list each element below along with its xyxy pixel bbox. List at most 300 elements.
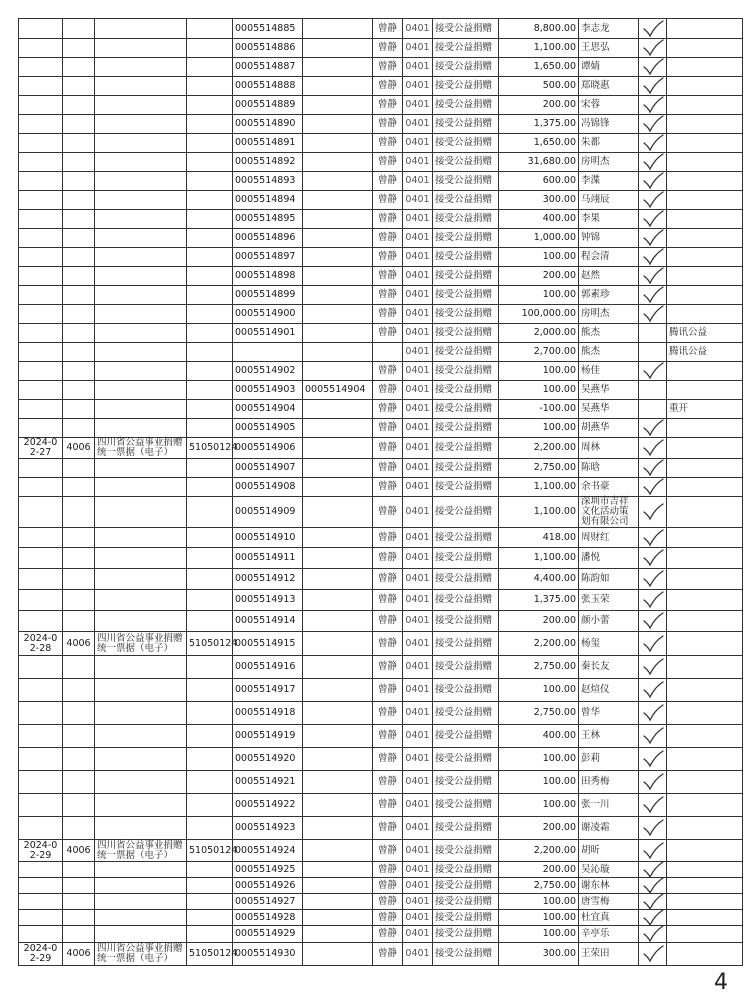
verification-check-cell — [639, 229, 667, 248]
verification-check-cell — [639, 894, 667, 910]
issue-date-cell — [19, 248, 63, 267]
verification-check-cell — [639, 115, 667, 134]
related-receipt-number-cell — [303, 400, 373, 419]
table-row — [19, 679, 743, 702]
remark-cell — [667, 172, 743, 191]
receipt-type-cell — [95, 39, 187, 58]
receipt-type-cell — [95, 679, 187, 702]
batch-code-cell — [187, 153, 233, 172]
batch-code-cell — [187, 569, 233, 590]
remark-cell — [667, 210, 743, 229]
table-row — [19, 794, 743, 817]
receipt-type-cell — [95, 96, 187, 115]
item-cell: 接受公益捐赠 — [433, 862, 499, 878]
verification-check-cell — [639, 58, 667, 77]
remark-cell — [667, 702, 743, 725]
receipt-number-cell: 0005514903 — [233, 381, 303, 400]
handwritten-check-icon — [641, 77, 665, 95]
ticket-code-cell — [63, 229, 95, 248]
donor-name-cell: 熊杰 — [579, 324, 639, 343]
batch-code-cell — [187, 794, 233, 817]
department-code-cell: 0401 — [403, 656, 433, 679]
verification-check-cell — [639, 343, 667, 362]
related-receipt-number-cell — [303, 771, 373, 794]
receipt-type-cell — [95, 134, 187, 153]
table-row — [19, 656, 743, 679]
department-code-cell: 0401 — [403, 381, 433, 400]
department-code-cell: 0401 — [403, 910, 433, 926]
amount-cell: 200.00 — [499, 267, 579, 286]
issue-date-cell — [19, 862, 63, 878]
donor-name-cell: 辛亭乐 — [579, 926, 639, 943]
item-cell: 接受公益捐赠 — [433, 656, 499, 679]
handler-cell: 曾静 — [373, 267, 403, 286]
related-receipt-number-cell — [303, 459, 373, 478]
item-cell: 接受公益捐赠 — [433, 419, 499, 438]
verification-check-cell — [639, 400, 667, 419]
department-code-cell: 0401 — [403, 153, 433, 172]
issue-date-cell — [19, 115, 63, 134]
ticket-code-cell — [63, 324, 95, 343]
ticket-code-cell — [63, 19, 95, 39]
table-row — [19, 840, 743, 862]
item-cell: 接受公益捐赠 — [433, 381, 499, 400]
donor-name-cell: 张一川 — [579, 794, 639, 817]
issue-date-cell: 2024-02-29 — [19, 943, 63, 966]
item-cell: 接受公益捐赠 — [433, 702, 499, 725]
handwritten-check-icon — [641, 305, 665, 323]
related-receipt-number-cell: 0005514904 — [303, 381, 373, 400]
donor-name-cell: 谢东林 — [579, 878, 639, 894]
ticket-code-cell — [63, 39, 95, 58]
related-receipt-number-cell — [303, 926, 373, 943]
ticket-code-cell — [63, 115, 95, 134]
ticket-code-cell — [63, 419, 95, 438]
remark-cell — [667, 725, 743, 748]
handler-cell: 曾静 — [373, 894, 403, 910]
table-row — [19, 943, 743, 966]
donor-name-cell: 宋蓉 — [579, 96, 639, 115]
amount-cell: 100.00 — [499, 248, 579, 267]
remark-cell — [667, 840, 743, 862]
receipt-type-cell — [95, 528, 187, 548]
amount-cell: 2,750.00 — [499, 459, 579, 478]
receipt-type-cell — [95, 115, 187, 134]
item-cell: 接受公益捐赠 — [433, 679, 499, 702]
handler-cell: 曾静 — [373, 58, 403, 77]
ticket-code-cell: 4006 — [63, 943, 95, 966]
donor-name-cell: 杨玺 — [579, 632, 639, 656]
verification-check-cell — [639, 267, 667, 286]
donor-name-cell: 钟锦 — [579, 229, 639, 248]
related-receipt-number-cell — [303, 943, 373, 966]
department-code-cell: 0401 — [403, 632, 433, 656]
handwritten-check-icon — [641, 570, 665, 588]
handler-cell: 曾静 — [373, 39, 403, 58]
amount-cell: 4,400.00 — [499, 569, 579, 590]
batch-code-cell — [187, 324, 233, 343]
table-row — [19, 894, 743, 910]
department-code-cell: 0401 — [403, 478, 433, 497]
department-code-cell: 0401 — [403, 419, 433, 438]
issue-date-cell — [19, 96, 63, 115]
remark-cell — [667, 497, 743, 528]
issue-date-cell — [19, 39, 63, 58]
donor-name-cell: 田秀梅 — [579, 771, 639, 794]
amount-cell: 200.00 — [499, 96, 579, 115]
item-cell: 接受公益捐赠 — [433, 438, 499, 459]
handwritten-check-icon — [641, 191, 665, 209]
issue-date-cell — [19, 362, 63, 381]
related-receipt-number-cell — [303, 438, 373, 459]
receipt-type-cell — [95, 153, 187, 172]
department-code-cell: 0401 — [403, 748, 433, 771]
batch-code-cell — [187, 656, 233, 679]
issue-date-cell — [19, 191, 63, 210]
item-cell: 接受公益捐赠 — [433, 910, 499, 926]
receipt-number-cell: 0005514894 — [233, 191, 303, 210]
ticket-code-cell — [63, 569, 95, 590]
handler-cell: 曾静 — [373, 548, 403, 569]
amount-cell: 2,750.00 — [499, 878, 579, 894]
remark-cell — [667, 794, 743, 817]
batch-code-cell — [187, 96, 233, 115]
handler-cell: 曾静 — [373, 96, 403, 115]
donor-name-cell: 郑晓惠 — [579, 77, 639, 96]
verification-check-cell — [639, 725, 667, 748]
related-receipt-number-cell — [303, 910, 373, 926]
verification-check-cell — [639, 926, 667, 943]
handler-cell: 曾静 — [373, 840, 403, 862]
issue-date-cell — [19, 19, 63, 39]
handwritten-check-icon — [641, 503, 665, 521]
receipt-number-cell: 0005514925 — [233, 862, 303, 878]
table-row — [19, 39, 743, 58]
verification-check-cell — [639, 679, 667, 702]
remark-cell — [667, 817, 743, 840]
amount-cell: 2,750.00 — [499, 656, 579, 679]
remark-cell — [667, 611, 743, 632]
handler-cell: 曾静 — [373, 748, 403, 771]
amount-cell: 1,375.00 — [499, 590, 579, 611]
receipt-type-cell — [95, 459, 187, 478]
issue-date-cell — [19, 702, 63, 725]
receipt-number-cell: 0005514916 — [233, 656, 303, 679]
related-receipt-number-cell — [303, 343, 373, 362]
issue-date-cell — [19, 878, 63, 894]
issue-date-cell — [19, 267, 63, 286]
receipt-type-cell — [95, 419, 187, 438]
batch-code-cell — [187, 134, 233, 153]
remark-cell — [667, 771, 743, 794]
batch-code-cell — [187, 286, 233, 305]
receipt-number-cell: 0005514904 — [233, 400, 303, 419]
receipt-number-cell: 0005514890 — [233, 115, 303, 134]
verification-check-cell — [639, 153, 667, 172]
item-cell: 接受公益捐赠 — [433, 134, 499, 153]
ticket-code-cell — [63, 548, 95, 569]
amount-cell: 100.00 — [499, 894, 579, 910]
receipt-type-cell — [95, 548, 187, 569]
ticket-code-cell — [63, 528, 95, 548]
handwritten-check-icon — [641, 612, 665, 630]
batch-code-cell — [187, 497, 233, 528]
department-code-cell: 0401 — [403, 305, 433, 324]
issue-date-cell — [19, 172, 63, 191]
handwritten-check-icon — [641, 750, 665, 768]
table-row — [19, 632, 743, 656]
remark-cell — [667, 862, 743, 878]
batch-code-cell — [187, 702, 233, 725]
related-receipt-number-cell — [303, 229, 373, 248]
handler-cell: 曾静 — [373, 286, 403, 305]
handler-cell: 曾静 — [373, 926, 403, 943]
donor-name-cell: 颜小蕾 — [579, 611, 639, 632]
handwritten-check-icon — [641, 909, 665, 927]
item-cell: 接受公益捐赠 — [433, 248, 499, 267]
batch-code-cell — [187, 548, 233, 569]
handwritten-check-icon — [641, 704, 665, 722]
item-cell: 接受公益捐赠 — [433, 548, 499, 569]
handler-cell: 曾静 — [373, 590, 403, 611]
related-receipt-number-cell — [303, 96, 373, 115]
handler-cell: 曾静 — [373, 910, 403, 926]
issue-date-cell — [19, 894, 63, 910]
issue-date-cell — [19, 817, 63, 840]
amount-cell: 1,650.00 — [499, 134, 579, 153]
amount-cell: 200.00 — [499, 817, 579, 840]
table-row — [19, 569, 743, 590]
donor-name-cell: 马翊辰 — [579, 191, 639, 210]
department-code-cell: 0401 — [403, 943, 433, 966]
remark-cell: 腾讯公益 — [667, 343, 743, 362]
donation-receipt-ledger-table — [18, 18, 743, 966]
amount-cell: 2,750.00 — [499, 702, 579, 725]
donor-name-cell: 王林 — [579, 725, 639, 748]
issue-date-cell — [19, 324, 63, 343]
verification-check-cell — [639, 381, 667, 400]
amount-cell: 418.00 — [499, 528, 579, 548]
ticket-code-cell — [63, 172, 95, 191]
amount-cell: 500.00 — [499, 77, 579, 96]
handler-cell: 曾静 — [373, 248, 403, 267]
handwritten-check-icon — [641, 796, 665, 814]
department-code-cell: 0401 — [403, 926, 433, 943]
department-code-cell: 0401 — [403, 878, 433, 894]
verification-check-cell — [639, 632, 667, 656]
remark-cell — [667, 248, 743, 267]
donor-name-cell: 杨佳 — [579, 362, 639, 381]
table-row — [19, 725, 743, 748]
donor-name-cell: 吴燕华 — [579, 400, 639, 419]
verification-check-cell — [639, 794, 667, 817]
table-row — [19, 419, 743, 438]
amount-cell: 2,200.00 — [499, 840, 579, 862]
item-cell: 接受公益捐赠 — [433, 478, 499, 497]
ticket-code-cell — [63, 191, 95, 210]
related-receipt-number-cell — [303, 19, 373, 39]
issue-date-cell — [19, 229, 63, 248]
remark-cell — [667, 77, 743, 96]
batch-code-cell — [187, 862, 233, 878]
ticket-code-cell: 4006 — [63, 840, 95, 862]
batch-code-cell — [187, 210, 233, 229]
table-row — [19, 343, 743, 362]
donor-name-cell: 李志龙 — [579, 19, 639, 39]
amount-cell: 100.00 — [499, 926, 579, 943]
item-cell: 接受公益捐赠 — [433, 191, 499, 210]
receipt-type-cell — [95, 400, 187, 419]
ticket-code-cell — [63, 267, 95, 286]
amount-cell: 2,700.00 — [499, 343, 579, 362]
receipt-number-cell: 0005514897 — [233, 248, 303, 267]
receipt-number-cell: 0005514913 — [233, 590, 303, 611]
issue-date-cell — [19, 478, 63, 497]
batch-code-cell — [187, 459, 233, 478]
issue-date-cell — [19, 419, 63, 438]
handler-cell — [373, 343, 403, 362]
receipt-number-cell: 0005514927 — [233, 894, 303, 910]
related-receipt-number-cell — [303, 590, 373, 611]
verification-check-cell — [639, 497, 667, 528]
donor-name-cell: 陈晗 — [579, 459, 639, 478]
issue-date-cell — [19, 794, 63, 817]
batch-code-cell — [187, 19, 233, 39]
table-row — [19, 478, 743, 497]
remark-cell — [667, 381, 743, 400]
verification-check-cell — [639, 77, 667, 96]
department-code-cell: 0401 — [403, 19, 433, 39]
handwritten-check-icon — [641, 478, 665, 496]
batch-code-cell — [187, 771, 233, 794]
verification-check-cell — [639, 590, 667, 611]
item-cell: 接受公益捐赠 — [433, 39, 499, 58]
receipt-type-cell — [95, 478, 187, 497]
batch-code-cell — [187, 305, 233, 324]
amount-cell: 100.00 — [499, 286, 579, 305]
remark-cell — [667, 39, 743, 58]
receipt-number-cell: 0005514910 — [233, 528, 303, 548]
issue-date-cell — [19, 528, 63, 548]
issue-date-cell — [19, 569, 63, 590]
table-row — [19, 459, 743, 478]
receipt-number-cell: 0005514921 — [233, 771, 303, 794]
related-receipt-number-cell — [303, 324, 373, 343]
receipt-type-cell — [95, 191, 187, 210]
ticket-code-cell — [63, 771, 95, 794]
item-cell: 接受公益捐赠 — [433, 400, 499, 419]
receipt-number-cell: 0005514911 — [233, 548, 303, 569]
donor-name-cell: 吴燕华 — [579, 381, 639, 400]
department-code-cell: 0401 — [403, 725, 433, 748]
department-code-cell: 0401 — [403, 894, 433, 910]
handler-cell: 曾静 — [373, 191, 403, 210]
batch-code-cell: 51050124 — [187, 943, 233, 966]
receipt-type-cell: 四川省公益事业捐赠统一票据（电子） — [95, 840, 187, 862]
donor-name-cell: 王思弘 — [579, 39, 639, 58]
handwritten-check-icon — [641, 945, 665, 963]
item-cell: 接受公益捐赠 — [433, 77, 499, 96]
donor-name-cell: 周林 — [579, 438, 639, 459]
donor-name-cell: 郭素珍 — [579, 286, 639, 305]
handler-cell: 曾静 — [373, 438, 403, 459]
batch-code-cell: 51050124 — [187, 632, 233, 656]
handwritten-check-icon — [641, 58, 665, 76]
ticket-code-cell — [63, 878, 95, 894]
receipt-type-cell — [95, 656, 187, 679]
remark-cell — [667, 362, 743, 381]
donor-name-cell: 朱都 — [579, 134, 639, 153]
table-row — [19, 267, 743, 286]
department-code-cell: 0401 — [403, 172, 433, 191]
related-receipt-number-cell — [303, 894, 373, 910]
ticket-code-cell — [63, 305, 95, 324]
verification-check-cell — [639, 528, 667, 548]
amount-cell: 400.00 — [499, 210, 579, 229]
ticket-code-cell — [63, 794, 95, 817]
handwritten-check-icon — [641, 39, 665, 57]
table-row — [19, 548, 743, 569]
receipt-type-cell — [95, 305, 187, 324]
handwritten-check-icon — [641, 439, 665, 457]
verification-check-cell — [639, 569, 667, 590]
ticket-code-cell — [63, 590, 95, 611]
issue-date-cell — [19, 611, 63, 632]
table-row — [19, 172, 743, 191]
ticket-code-cell — [63, 926, 95, 943]
department-code-cell: 0401 — [403, 362, 433, 381]
receipt-number-cell: 0005514889 — [233, 96, 303, 115]
ticket-code-cell — [63, 210, 95, 229]
ticket-code-cell — [63, 894, 95, 910]
amount-cell: 1,100.00 — [499, 548, 579, 569]
donor-name-cell: 潘悦 — [579, 548, 639, 569]
handwritten-check-icon — [641, 529, 665, 547]
item-cell: 接受公益捐赠 — [433, 115, 499, 134]
receipt-number-cell: 0005514906 — [233, 438, 303, 459]
related-receipt-number-cell — [303, 134, 373, 153]
receipt-type-cell — [95, 817, 187, 840]
receipt-number-cell: 0005514885 — [233, 19, 303, 39]
verification-check-cell — [639, 478, 667, 497]
related-receipt-number-cell — [303, 248, 373, 267]
receipt-type-cell — [95, 172, 187, 191]
handler-cell: 曾静 — [373, 153, 403, 172]
handler-cell: 曾静 — [373, 862, 403, 878]
donor-name-cell: 彭莉 — [579, 748, 639, 771]
receipt-type-cell — [95, 748, 187, 771]
ticket-code-cell — [63, 362, 95, 381]
donor-name-cell: 陈韵如 — [579, 569, 639, 590]
department-code-cell: 0401 — [403, 324, 433, 343]
receipt-type-cell — [95, 926, 187, 943]
department-code-cell: 0401 — [403, 548, 433, 569]
receipt-type-cell — [95, 267, 187, 286]
issue-date-cell — [19, 459, 63, 478]
department-code-cell: 0401 — [403, 679, 433, 702]
issue-date-cell — [19, 656, 63, 679]
batch-code-cell — [187, 611, 233, 632]
remark-cell — [667, 632, 743, 656]
ticket-code-cell — [63, 725, 95, 748]
issue-date-cell — [19, 910, 63, 926]
receipt-number-cell: 0005514887 — [233, 58, 303, 77]
receipt-type-cell — [95, 771, 187, 794]
amount-cell: 2,000.00 — [499, 324, 579, 343]
handwritten-check-icon — [641, 115, 665, 133]
table-row — [19, 58, 743, 77]
item-cell: 接受公益捐赠 — [433, 19, 499, 39]
